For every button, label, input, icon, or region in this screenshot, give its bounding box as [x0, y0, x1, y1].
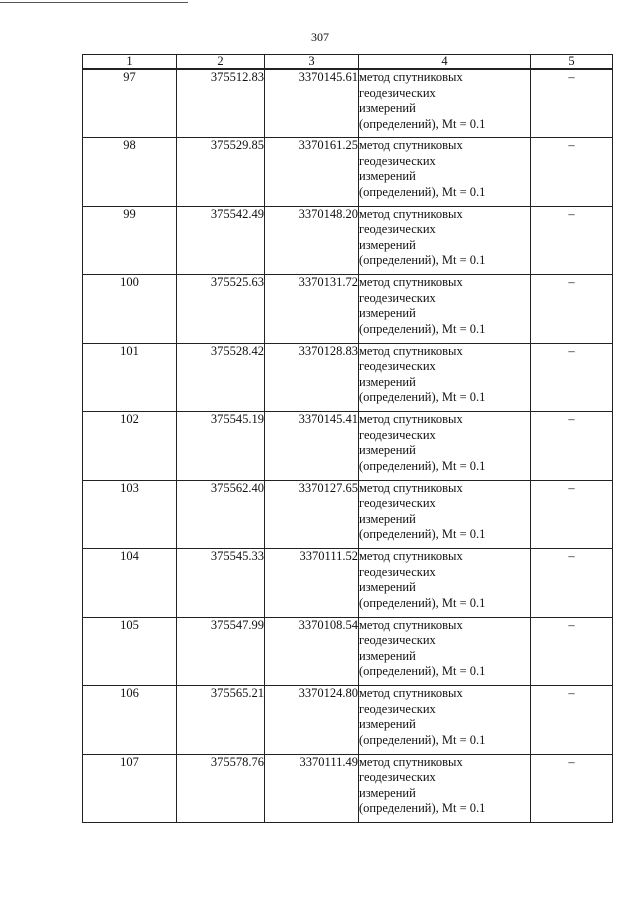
column-header-2: 2 — [177, 55, 265, 70]
note-dash: – — [531, 754, 613, 823]
table-body — [83, 69, 613, 823]
method-line: метод спутниковых — [359, 480, 463, 495]
point-number: 105 — [83, 617, 177, 686]
note-dash: – — [531, 412, 613, 481]
method-description — [359, 275, 531, 344]
method-line: (определений), Mt = 0.1 — [359, 458, 486, 473]
note-dash: – — [531, 69, 613, 138]
y-coordinate: 3370145.41 — [265, 412, 359, 481]
column-header-5: 5 — [531, 55, 613, 70]
method-line: геодезических — [359, 496, 436, 510]
method-description — [359, 686, 531, 755]
table-row — [83, 686, 613, 755]
point-number: 97 — [83, 69, 177, 138]
coordinates-table — [82, 54, 613, 823]
y-coordinate: 3370108.54 — [265, 617, 359, 686]
y-coordinate: 3370148.20 — [265, 206, 359, 275]
table-row — [83, 275, 613, 344]
method-line: измерений — [359, 237, 416, 252]
method-line: измерений — [359, 785, 416, 800]
y-coordinate: 3370131.72 — [265, 275, 359, 344]
table-row — [83, 549, 613, 618]
page-number: 307 — [311, 30, 329, 44]
note-dash: – — [531, 549, 613, 618]
point-number: 101 — [83, 343, 177, 412]
point-number: 100 — [83, 275, 177, 344]
method-line: геодезических — [359, 770, 436, 784]
x-coordinate: 375545.19 — [177, 412, 265, 481]
x-coordinate: 375528.42 — [177, 343, 265, 412]
method-description — [359, 617, 531, 686]
method-line: геодезических — [359, 359, 436, 373]
y-coordinate: 3370128.83 — [265, 343, 359, 412]
method-line: (определений), Mt = 0.1 — [359, 595, 486, 610]
method-line: метод спутниковых — [359, 138, 463, 152]
method-line: (определений), Mt = 0.1 — [359, 732, 486, 747]
method-line: измерений — [359, 717, 416, 731]
method-line: геодезических — [359, 701, 436, 716]
table-row — [83, 343, 613, 412]
method-line: измерений — [359, 443, 416, 457]
method-line: (определений), Mt = 0.1 — [359, 116, 486, 131]
method-line: геодезических — [359, 153, 436, 168]
method-line: геодезических — [359, 633, 436, 647]
method-line: (определений), Mt = 0.1 — [359, 253, 486, 267]
y-coordinate: 3370161.25 — [265, 138, 359, 207]
method-description — [359, 754, 531, 823]
x-coordinate: 375547.99 — [177, 617, 265, 686]
x-coordinate: 375545.33 — [177, 549, 265, 618]
table-row — [83, 138, 613, 207]
header-row — [83, 55, 613, 70]
x-coordinate: 375562.40 — [177, 480, 265, 549]
method-line: геодезических — [359, 564, 436, 579]
method-line: метод спутниковых — [359, 275, 463, 289]
method-description — [359, 69, 531, 138]
method-line: метод спутниковых — [359, 686, 463, 700]
x-coordinate: 375542.49 — [177, 206, 265, 275]
point-number: 102 — [83, 412, 177, 481]
x-coordinate: 375512.83 — [177, 69, 265, 138]
method-line: (определений), Mt = 0.1 — [359, 321, 486, 336]
point-number: 99 — [83, 206, 177, 275]
table-row — [83, 480, 613, 549]
note-dash: – — [531, 343, 613, 412]
y-coordinate: 3370124.80 — [265, 686, 359, 755]
note-dash: – — [531, 617, 613, 686]
method-line: геодезических — [359, 290, 436, 305]
method-line: (определений), Mt = 0.1 — [359, 664, 486, 678]
point-number: 106 — [83, 686, 177, 755]
method-description — [359, 480, 531, 549]
table-row — [83, 617, 613, 686]
method-description — [359, 412, 531, 481]
column-header-3: 3 — [265, 55, 359, 70]
method-line: измерений — [359, 101, 416, 115]
method-line: метод спутниковых — [359, 206, 463, 221]
note-dash: – — [531, 206, 613, 275]
method-description — [359, 549, 531, 618]
method-line: метод спутниковых — [359, 70, 463, 84]
method-line: измерений — [359, 374, 416, 389]
method-line: метод спутниковых — [359, 617, 463, 632]
method-line: измерений — [359, 648, 416, 663]
point-number: 104 — [83, 549, 177, 618]
point-number: 103 — [83, 480, 177, 549]
column-header-4: 4 — [359, 55, 531, 70]
method-line: измерений — [359, 169, 416, 183]
method-line: (определений), Mt = 0.1 — [359, 527, 486, 541]
note-dash: – — [531, 480, 613, 549]
x-coordinate: 375578.76 — [177, 754, 265, 823]
table-row — [83, 69, 613, 138]
column-header-1: 1 — [83, 55, 177, 70]
y-coordinate: 3370111.52 — [265, 549, 359, 618]
y-coordinate: 3370111.49 — [265, 754, 359, 823]
y-coordinate: 3370145.61 — [265, 69, 359, 138]
method-line: измерений — [359, 511, 416, 526]
method-line: измерений — [359, 306, 416, 320]
method-description — [359, 138, 531, 207]
table-row — [83, 206, 613, 275]
method-description — [359, 343, 531, 412]
method-line: (определений), Mt = 0.1 — [359, 801, 486, 815]
x-coordinate: 375525.63 — [177, 275, 265, 344]
method-line: геодезических — [359, 85, 436, 100]
method-line: (определений), Mt = 0.1 — [359, 390, 486, 404]
x-coordinate: 375529.85 — [177, 138, 265, 207]
y-coordinate: 3370127.65 — [265, 480, 359, 549]
method-line: измерений — [359, 580, 416, 594]
x-coordinate: 375565.21 — [177, 686, 265, 755]
method-line: метод спутниковых — [359, 754, 463, 769]
method-line: метод спутниковых — [359, 412, 463, 426]
point-number: 98 — [83, 138, 177, 207]
method-line: геодезических — [359, 222, 436, 236]
note-dash: – — [531, 275, 613, 344]
point-number: 107 — [83, 754, 177, 823]
method-line: (определений), Mt = 0.1 — [359, 184, 486, 199]
method-line: метод спутниковых — [359, 343, 463, 358]
method-line: геодезических — [359, 427, 436, 442]
table-row — [83, 412, 613, 481]
method-description — [359, 206, 531, 275]
note-dash: – — [531, 138, 613, 207]
corner-rule — [0, 2, 188, 3]
note-dash: – — [531, 686, 613, 755]
table-row — [83, 754, 613, 823]
method-line: метод спутниковых — [359, 549, 463, 563]
